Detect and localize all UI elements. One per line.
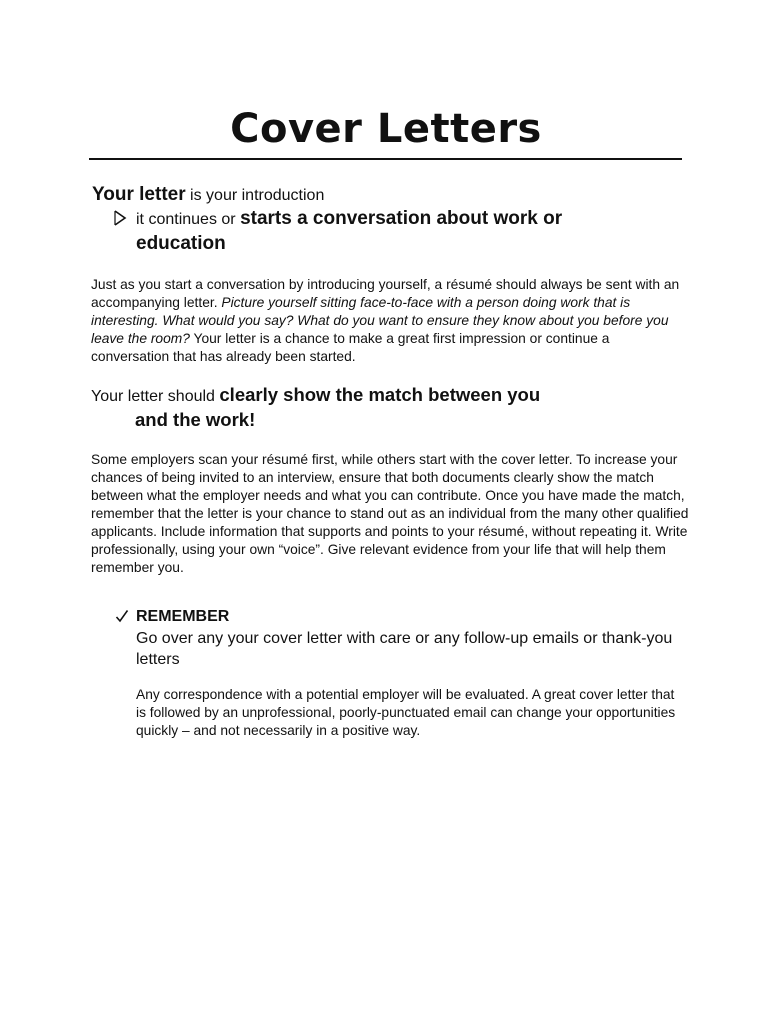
paragraph-match: Some employers scan your résumé first, while others start with the cover letter. To increase your chances of being invited to an interview, ensure that both documents clearly show the match between what the employer needs and what you can contribute. Once you have made the match, remember that the letter is your chance to stand out as an individual from the many other qualified applicants. Include information that supports and points to your résumé, without repeating it. Write professionally, using your own “voice”. Give relevant evidence from your life that will help them remember you. (91, 452, 689, 575)
intro-lead: Your letter (92, 184, 186, 205)
bullet-text (136, 207, 633, 257)
section-plain: Your letter should (91, 388, 220, 405)
checkmark-icon (115, 608, 129, 624)
intro-rest: is your introduction (185, 187, 325, 204)
remember-title: REMEMBER (136, 608, 230, 625)
remember-note: Any correspondence with a potential employer will be evaluated. A great cover letter that is followed by an unprofessional, poorly-punctuated email can change your opportunities quickly – and not necessarily in a positive way. (136, 687, 676, 738)
arrow-bullet-icon (113, 208, 127, 228)
section-emphasis-cont: and the work! (135, 409, 256, 430)
remember-body: Go over any your cover letter with care or any follow-up emails or thank-you letters (136, 630, 673, 668)
title-underline (89, 158, 682, 160)
bullet-emphasis: starts a conversation about work or education (136, 208, 563, 254)
paragraph-introduction (91, 276, 691, 366)
paragraph1-part2: Your letter is a chance to make a great first impression or continue a conversation that has already been started. (91, 331, 610, 364)
section-heading (91, 383, 651, 431)
bullet-item (113, 207, 633, 257)
paragraph1-part1: Just as you start a conversation by introducing yourself, a résumé should always be sent with an accompanying letter. (91, 277, 680, 310)
section-emphasis: clearly show the match between you (219, 384, 541, 405)
intro-line (92, 184, 324, 207)
remember-block (115, 606, 675, 670)
document-title: Cover Letters (230, 106, 542, 152)
paragraph1-italic: Picture yourself sitting face-to-face with a person doing work that is interesting. What would you say? What do you want to ensure they know about you before you leave the room? (91, 295, 669, 346)
bullet-plain: it continues or (136, 211, 241, 228)
